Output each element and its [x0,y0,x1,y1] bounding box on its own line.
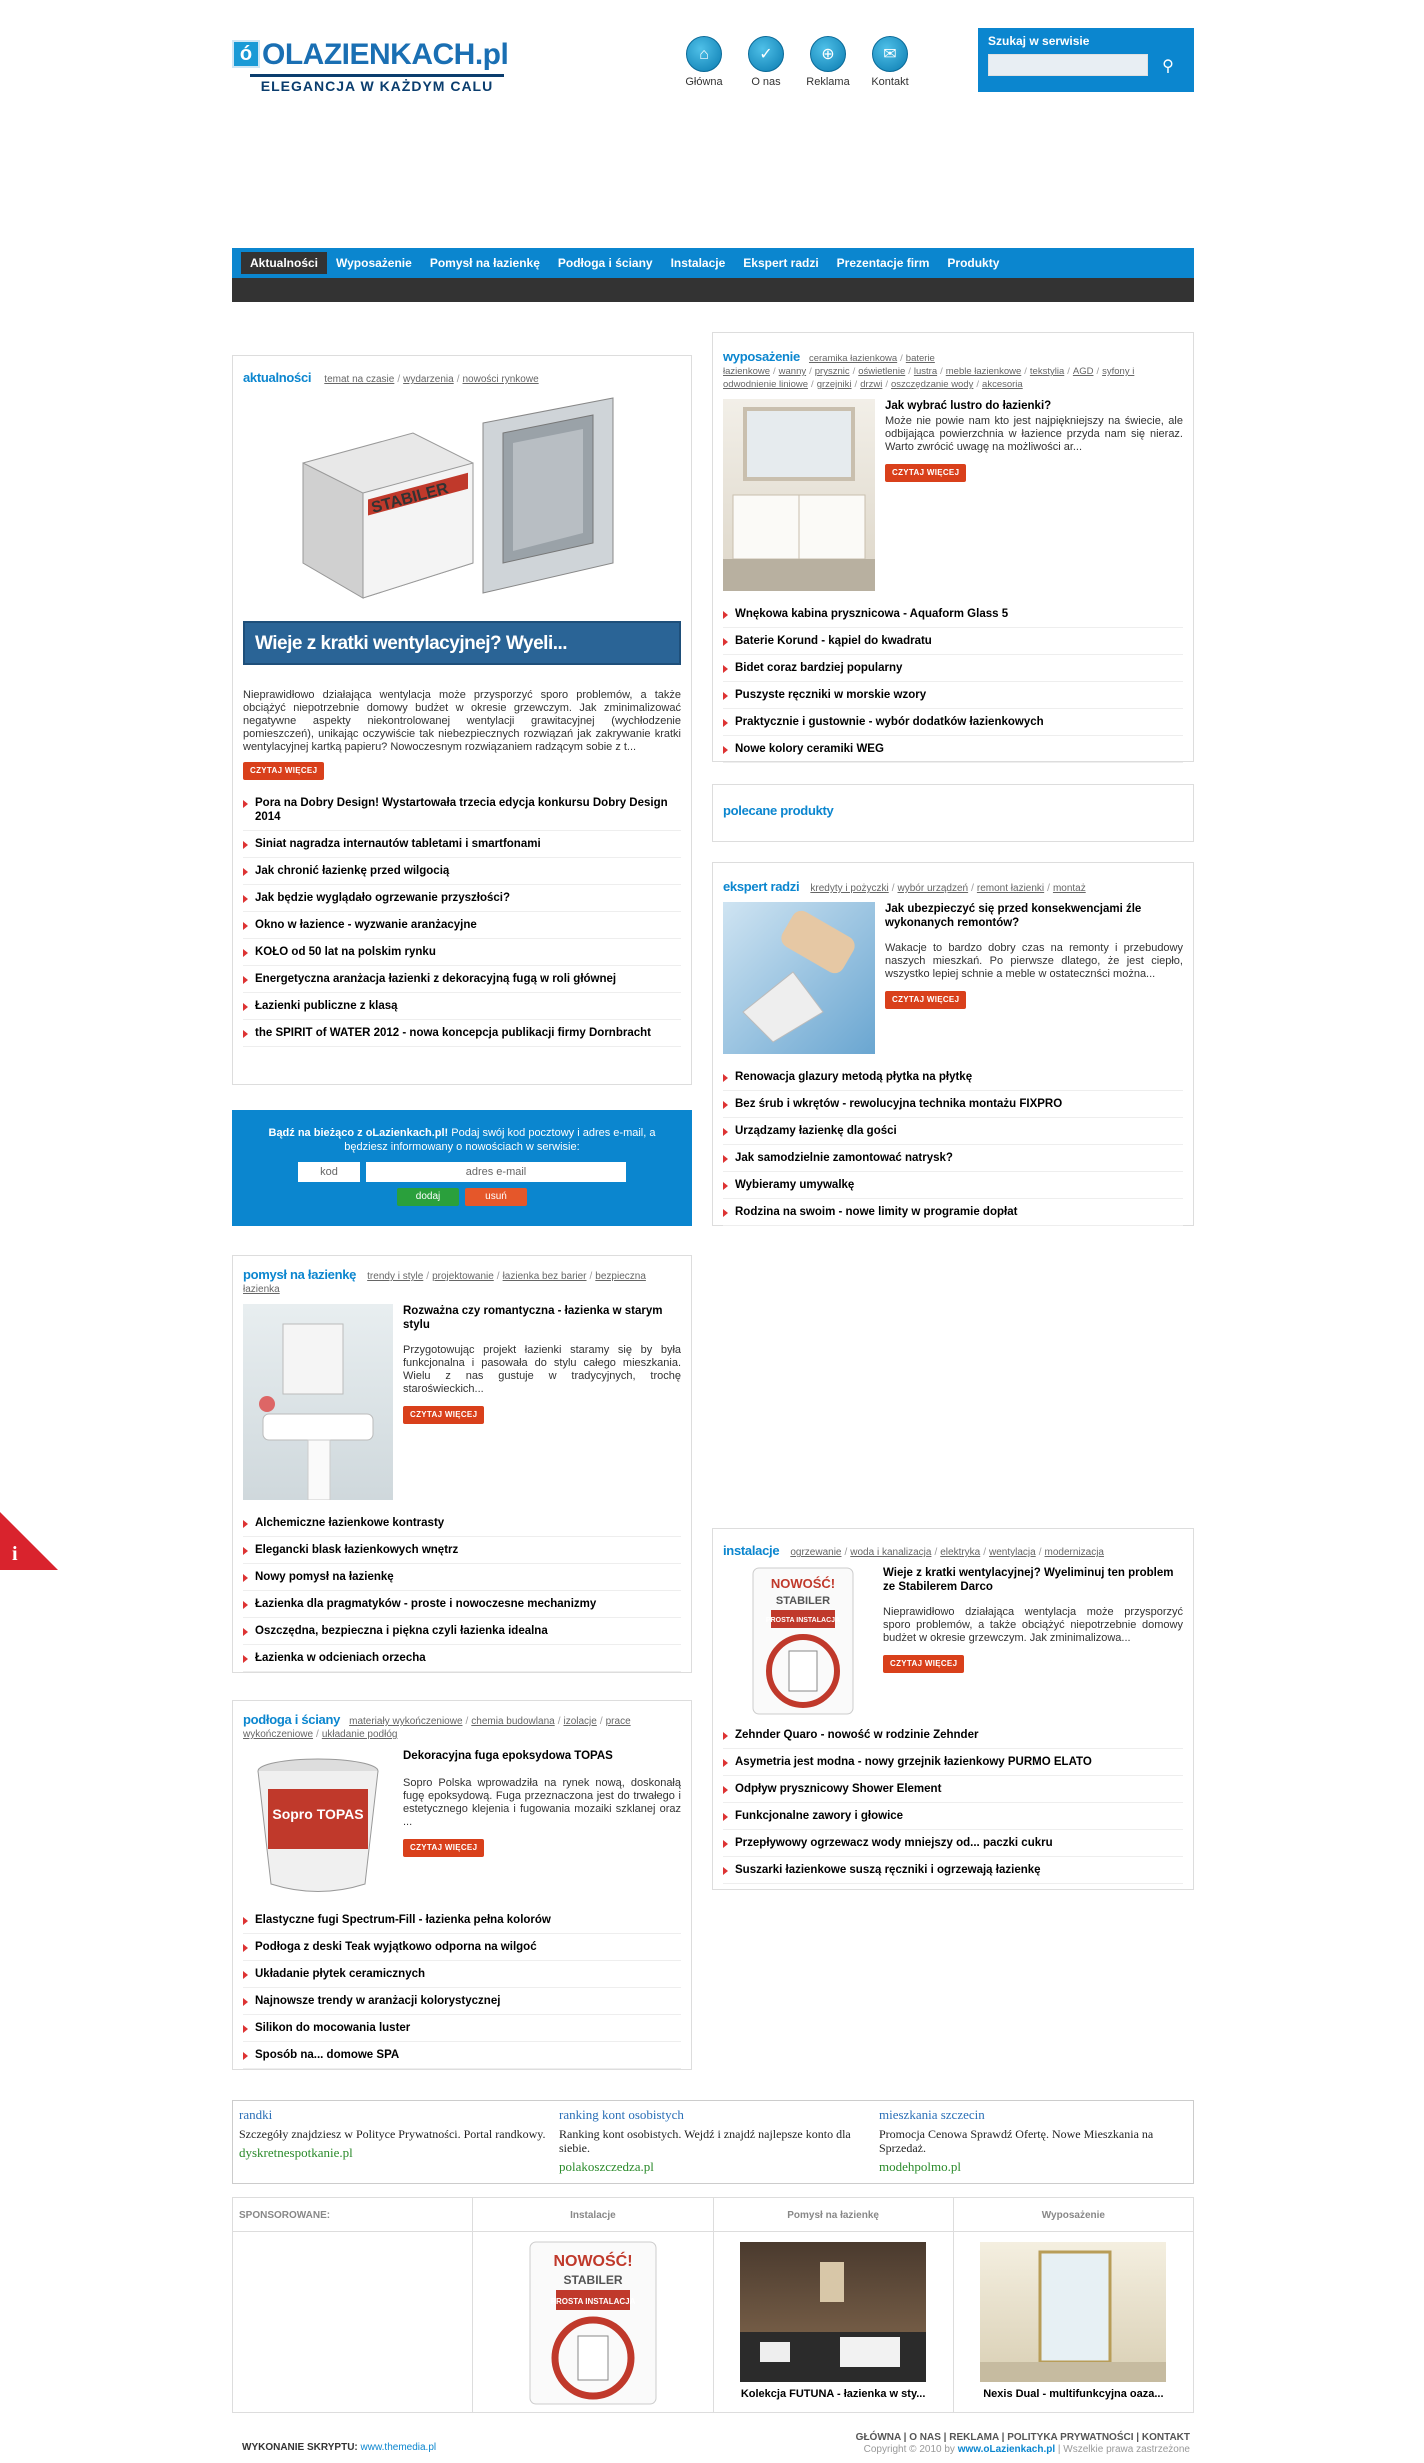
home-icon: ⌂ [686,36,722,72]
copyright: Copyright © 2010 by www.oLazienkach.pl | Wszelkie prawa zastrzeżone [863,2444,1190,2455]
ad-url[interactable]: polakoszczedza.pl [559,2159,654,2174]
stabiler-badge-image[interactable] [723,1566,873,1716]
sponsored-caption[interactable]: Kolekcja FUTUNA - łazienka w sty... [740,2388,926,2400]
footer-links [700,2432,1190,2456]
list-item[interactable]: Praktycznie i gustownie - wybór dodatków łazienkowych [723,709,1183,736]
tag-link[interactable]: trendy i style [367,1271,424,1282]
footer-nav[interactable]: GŁÓWNA | O NAS | REKLAMA | POLITYKA PRYWATNOŚCI | KONTAKT [855,2432,1190,2443]
search-icon[interactable]: ⚲ [1162,58,1174,75]
unsubscribe-button[interactable]: usuń [465,1188,527,1206]
tag-link[interactable]: materiały wykończeniowe [349,1716,463,1727]
podloga-title[interactable]: podłoga i ściany [243,1712,341,1727]
list-item[interactable]: Wnękowa kabina prysznicowa - Aquaform Glass 5 [723,601,1183,628]
nav-aktualnosci[interactable]: Aktualności [241,252,327,274]
nav-ekspert[interactable]: Ekspert radzi [743,256,819,270]
aktualnosci-tags: temat na czasie / wydarzenia / nowości rynkowe [324,374,539,385]
list-item[interactable]: Odpływ prysznicowy Shower Element [723,1776,1183,1803]
nav-prezentacje[interactable]: Prezentacje firm [836,256,930,270]
footer-credits [242,2442,436,2453]
list-item[interactable]: Łazienka dla pragmatyków - proste i nowoczesne mechanizmy [243,1591,681,1618]
pomysl-tags: trendy i style / projektowanie / łazienka bez barier / bezpieczna łazienka [243,1271,646,1295]
top-nav-label: O nas [751,76,781,88]
article-text: Wakacje to bardzo dobry czas na remonty i przebudowy naszych mieszkań. Po pierwsze dlatego, że jest ciepło, wszystko lepiej schnie a meble w ostatecznści można... [885,942,1183,980]
article-text: Sopro Polska wprowadziła na rynek nową, doskonałą fugę epoksydową. Fuga przeznaczona jest do trwałego i estetycznego klejenia i fugowania mozaiki szklanej oraz ... [403,1777,681,1828]
bathroom-sink-image[interactable] [243,1304,393,1500]
wyposazenie-tags: ceramika łazienkowa / baterie łazienkowe / wanny / prysznic / oświetlenie / lustra / meble łazienkowe / tekstylia / AGD / syfony i odwodnienie liniowe / grzejniki / drzwi / oszczędzanie wody / akcesoria [723,353,1135,390]
list-item[interactable]: Puszyste ręczniki w morskie wzory [723,682,1183,709]
wyposazenie-title[interactable]: wyposażenie [723,349,800,364]
vanity-illustration [723,399,875,591]
read-more-button[interactable]: CZYTAJ WIĘCEJ [243,762,324,780]
sopro-bucket-image[interactable] [243,1749,393,1899]
article-title[interactable]: Dekoracyjna fuga epoksydowa TOPAS [403,1750,613,1762]
info-icon [0,1512,58,1570]
stabiler-thumb[interactable] [526,2240,660,2406]
aktualnosci-box [232,355,692,1085]
top-nav-contact[interactable] [866,36,914,88]
tag-link[interactable]: meble łazienkowe [945,366,1022,377]
ad-item[interactable] [553,2101,873,2183]
list-item[interactable]: Oszczędna, bezpieczna i piękna czyli łazienka idealna [243,1618,681,1645]
list-item[interactable]: KOŁO od 50 lat na polskim rynku [243,939,681,966]
mirror-vanity-image[interactable] [723,399,875,591]
tag-link[interactable]: oświetlenie [858,366,906,377]
ekspert-list [723,1064,1183,1226]
sponsored-item[interactable] [473,2198,713,2412]
copyright-site-link[interactable]: www.oLazienkach.pl [957,2444,1056,2455]
contact-icon: ✉ [872,36,908,72]
tag-link[interactable]: chemia budowlana [471,1716,555,1727]
sponsored-item[interactable] [714,2198,954,2412]
bucket-illustration [243,1749,393,1899]
list-item[interactable]: Wybieramy umywalkę [723,1172,1183,1199]
list-item[interactable]: Silikon do mocowania luster [243,2015,681,2042]
nav-wyposazenie[interactable]: Wyposażenie [336,256,412,270]
newsletter-box [232,1110,692,1226]
check-icon: ✓ [748,36,784,72]
list-item[interactable]: Energetyczna aranżacja łazienki z dekoracyjną fugą w roli głównej [243,966,681,993]
list-item[interactable]: Bidet coraz bardziej popularny [723,655,1183,682]
newsletter-text: Bądź na bieżąco z oLazienkach.pl! Podaj swój kod pocztowy i adres e-mail, a będziesz informowany o nowościach w serwisie: [268,1127,656,1153]
article-text: Nieprawidłowo działająca wentylacja może przysporzyć sporo problemów, a także obciążyć niepotrzebnie domowy budżet w okresie grzewczym. Jak zminimalizowa... [883,1606,1183,1644]
search-input[interactable] [988,54,1148,76]
tag-link[interactable]: wanny [778,366,807,377]
bucket-label: Sopro TOPAS [272,1806,364,1822]
article-title[interactable]: Jak wybrać lustro do łazienki? [885,400,1052,412]
email-field[interactable]: adres e-mail [366,1162,626,1182]
sponsored-item[interactable] [954,2198,1193,2412]
tag-link[interactable]: montaż [1052,883,1086,894]
tag-link[interactable]: nowości rynkowe [462,374,539,385]
tag-link[interactable]: łazienka bez barier [502,1271,587,1282]
list-item[interactable]: Jak samodzielnie zamontować natrysk? [723,1145,1183,1172]
brush-illustration [723,902,875,1054]
polecane-title[interactable]: polecane produkty [723,803,834,818]
search-box [978,28,1194,92]
top-nav-label: Reklama [806,76,850,88]
ad-heading[interactable]: randki [239,2107,273,2122]
ad-url[interactable]: dyskretnespotkanie.pl [239,2145,353,2160]
list-item[interactable]: Elegancki blask łazienkowych wnętrz [243,1537,681,1564]
futuna-illustration [740,2242,926,2382]
ad-item[interactable] [233,2101,553,2183]
ad-item[interactable] [873,2101,1193,2183]
logo-mark-icon: ó [232,40,260,68]
ekspert-tags: kredyty i pożyczki / wybór urządzeń / remont łazienki / montaż [810,883,1086,894]
list-item[interactable]: Nowe kolory ceramiki WEG [723,736,1183,763]
stabiler-badge [723,1566,873,1716]
sponsored-heading[interactable]: Wyposażenie [954,2198,1193,2232]
article-text: Może nie powie nam kto jest najpiękniejszy na świecie, ale odbijająca powierzchnia w łazience przyda nam się nieraz. Warto zwrócić uwagę na możliwości ar... [885,415,1183,453]
tag-link[interactable]: grzejniki [816,379,852,390]
logo-tagline: ELEGANCJA W KAŻDYM CALU [250,74,504,94]
product-label: STABILER [369,480,451,517]
read-more-button[interactable]: CZYTAJ WIĘCEJ [403,1406,484,1424]
aktualnosci-list [243,790,681,1047]
ad-heading[interactable]: ranking kont osobistych [559,2107,684,2122]
tag-link[interactable]: drzwi [860,379,883,390]
badge-top: NOWOŚĆ! [770,1576,836,1591]
nav-podloga[interactable]: Podłoga i ściany [557,256,653,270]
logo-main: OLAZIENKACH [262,38,475,71]
badge-mid: STABILER [775,1595,831,1607]
tag-link[interactable]: oszczędzanie wody [891,379,974,390]
wyposazenie-box [712,332,1194,762]
list-item[interactable]: the SPIRIT of WATER 2012 - nowa koncepcja publikacji firmy Dornbracht [243,1020,681,1047]
feature-title: Wieje z kratki wentylacyjnej? Wyeli... [255,633,568,654]
list-item[interactable]: Przepływowy ogrzewacz wody mniejszy od... paczki cukru [723,1830,1183,1857]
tag-link[interactable]: bezpieczna łazienka [243,1271,646,1295]
list-item[interactable]: Okno w łazience - wyzwanie aranżacyjne [243,912,681,939]
list-item[interactable]: Alchemiczne łazienkowe kontrasty [243,1510,681,1537]
list-item[interactable]: Nowy pomysł na łazienkę [243,1564,681,1591]
tag-link[interactable]: akcesoria [982,379,1023,390]
sponsored-label-col [233,2198,473,2412]
top-nav-about[interactable] [742,36,790,88]
article-text: Przygotowując projekt łazienki staramy się by była funkcjonalna i pasowała do stylu całego mieszkania. Wielu z nas gustuje w tradycyjnych, trochę staroświeckich... [403,1344,681,1395]
read-more-button[interactable]: CZYTAJ WIĘCEJ [885,464,966,482]
tag-link[interactable]: wybór urządzeń [897,883,969,894]
tag-link[interactable]: elektryka [940,1547,981,1558]
pomysl-title[interactable]: pomysł na łazienkę [243,1267,357,1282]
info-tab[interactable] [0,1512,58,1570]
list-item[interactable]: Sposób na... domowe SPA [243,2042,681,2069]
site-logo[interactable] [232,38,507,98]
nav-pomysl[interactable]: Pomysł na łazienkę [429,256,540,270]
article-title[interactable]: Jak ubezpieczyć się przed konsekwencjami źle wykonanych remontów? [885,903,1142,929]
list-item[interactable]: Bez śrub i wkrętów - rewolucyjna technika montażu FIXPRO [723,1091,1183,1118]
svg-text:STABILER: STABILER [563,2273,623,2287]
list-item[interactable]: Jak chronić łazienkę przed wilgocią [243,858,681,885]
sub-nav-bar [232,278,1194,302]
list-item[interactable]: Suszarki łazienkowe suszą ręczniki i ogrzewają łazienkę [723,1857,1183,1884]
text-ads [232,2100,1194,2184]
ad-body: Szczegóły znajdziesz w Polityce Prywatności. Portal randkowy. [239,2127,546,2141]
nav-produkty[interactable]: Produkty [947,256,1000,270]
logo-tld: .pl [474,38,509,71]
top-nav-home[interactable] [680,36,728,88]
tag-link[interactable]: lustra [913,366,938,377]
read-more-button[interactable]: CZYTAJ WIĘCEJ [885,991,966,1009]
svg-text:PROSTA INSTALACJA: PROSTA INSTALACJA [550,2297,636,2306]
zip-code-field[interactable]: kod [298,1162,360,1182]
sponsored-caption[interactable]: Nexis Dual - multifunkcyjna oaza... [983,2388,1164,2400]
list-item[interactable]: Funkcjonalne zawory i głowice [723,1803,1183,1830]
ad-body: Promocja Cenowa Sprawdź Ofertę. Nowe Mieszkania na Sprzedaż. [879,2127,1154,2155]
logo-text [232,38,507,72]
tag-link[interactable]: prace wykończeniowe [243,1716,631,1740]
tag-link[interactable]: projektowanie [432,1271,494,1282]
tag-link[interactable]: tekstylia [1029,366,1065,377]
instalacje-list [723,1722,1183,1884]
tag-link[interactable]: ceramika łazienkowa [808,353,898,364]
list-item[interactable]: Rodzina na swoim - nowe limity w programie dopłat [723,1199,1183,1226]
list-item[interactable]: Podłoga z deski Teak wyjątkowo odporna na wilgoć [243,1934,681,1961]
top-nav-label: Główna [685,76,723,88]
list-item[interactable]: Urządzamy łazienkę dla gości [723,1118,1183,1145]
subscribe-button[interactable]: dodaj [397,1188,459,1206]
ekspert-title[interactable]: ekspert radzi [723,879,800,894]
instalacje-box [712,1528,1194,1890]
read-more-button[interactable]: CZYTAJ WIĘCEJ [403,1839,484,1857]
article-title[interactable]: Wieje z kratki wentylacyjnej? Wyeliminuj ten problem ze Stabilerem Darco [883,1567,1174,1593]
main-nav [232,248,1194,278]
ad-body: Ranking kont osobistych. Wejdź i znajdź najlepsze konto dla siebie. [559,2127,851,2155]
tag-link[interactable]: AGD [1072,366,1094,377]
tag-link[interactable]: prysznic [814,366,850,377]
nexis-illustration [980,2242,1166,2382]
made-by-label: WYKONANIE SKRYPTU: [242,2442,358,2453]
list-item[interactable]: Baterie Korund - kąpiel do kwadratu [723,628,1183,655]
list-item[interactable]: Zehnder Quaro - nowość w rodzinie Zehnder [723,1722,1183,1749]
sponsored-label: SPONSOROWANE: [233,2198,472,2232]
list-item[interactable]: Układanie płytek ceramicznych [243,1961,681,1988]
nexis-shower-image[interactable] [980,2242,1166,2382]
tag-link[interactable]: woda i kanalizacja [850,1547,932,1558]
ad-url[interactable]: modehpolmo.pl [879,2159,961,2174]
instalacje-title[interactable]: instalacje [723,1543,780,1558]
podloga-box [232,1700,692,2070]
globe-icon: ⊕ [810,36,846,72]
tag-link[interactable]: temat na czasie [324,374,395,385]
stabiler-product-image [243,393,683,613]
top-nav-label: Kontakt [871,76,909,88]
made-by-link[interactable]: www.themedia.pl [360,2442,437,2453]
tag-link[interactable]: wydarzenia [403,374,454,385]
article-title[interactable]: Rozważna czy romantyczna - łazienka w starym stylu [403,1305,663,1331]
read-more-button[interactable]: CZYTAJ WIĘCEJ [883,1655,964,1673]
stabiler-thumb-image [526,2240,660,2406]
polecane-box [712,784,1194,842]
list-item[interactable]: Łazienka w odcieniach orzecha [243,1645,681,1672]
list-item[interactable]: Łazienki publiczne z klasą [243,993,681,1020]
ekspert-box [712,862,1194,1226]
top-nav [680,36,914,88]
tag-link[interactable]: remont łazienki [976,883,1045,894]
nav-instalacje[interactable]: Instalacje [670,256,726,270]
sponsored-heading[interactable]: Pomysł na łazienkę [714,2198,953,2232]
wyposazenie-list [723,601,1183,763]
badge-bottom: PROSTA INSTALACJA [765,1617,841,1624]
feature-text: Nieprawidłowo działająca wentylacja może przysporzyć sporo problemów, a także obciążyć niepotrzebnie domowy budżet w okresie grzewczym. Jak zminimalizować negatywne aspekty niekontrolowanej wentylacji grawitacyjnej (wychłodzenie pomieszczeń), unikając oczywiście tak niebezpiecznych rozwiązań jak zakrywanie kratki wentylacyjnej kartką papieru? Nowoczesnym rozwiązaniem radzącym sobie z t... [243,689,681,753]
list-item[interactable]: Jak będzie wyglądało ogrzewanie przyszłości? [243,885,681,912]
tag-link[interactable]: układanie podłóg [321,1729,398,1740]
feature-title-bar[interactable] [243,621,681,665]
feature-image[interactable] [243,393,681,613]
tag-link[interactable]: modernizacja [1044,1547,1104,1558]
ad-heading[interactable]: mieszkania szczecin [879,2107,985,2122]
futuna-bathroom-image[interactable] [740,2242,926,2382]
pomysl-box [232,1255,692,1673]
tag-link[interactable]: izolacje [563,1716,597,1727]
podloga-list [243,1907,681,2069]
list-item[interactable]: Asymetria jest modna - nowy grzejnik łazienkowy PURMO ELATO [723,1749,1183,1776]
list-item[interactable]: Elastyczne fugi Spectrum-Fill - łazienka pełna kolorów [243,1907,681,1934]
sponsored-section [232,2197,1194,2413]
sink-illustration [243,1304,393,1500]
tag-link[interactable]: kredyty i pożyczki [810,883,889,894]
list-item[interactable]: Siniat nagradza internautów tabletami i smartfonami [243,831,681,858]
list-item[interactable]: Najnowsze trendy w aranżacji kolorystycznej [243,1988,681,2015]
top-nav-ads[interactable] [804,36,852,88]
tag-link[interactable]: ogrzewanie [790,1547,842,1558]
tag-link[interactable]: wentylacja [989,1547,1036,1558]
podloga-tags: materiały wykończeniowe / chemia budowlana / izolacje / prace wykończeniowe / układanie podłóg [243,1716,631,1740]
tag-link[interactable]: syfony i odwodnienie liniowe [723,366,1135,390]
list-item[interactable]: Pora na Dobry Design! Wystartowała trzecia edycja konkursu Dobry Design 2014 [243,790,681,831]
instalacje-tags: ogrzewanie / woda i kanalizacja / elektryka / wentylacja / modernizacja [790,1547,1104,1558]
sponsored-heading[interactable]: Instalacje [473,2198,712,2232]
pomysl-list [243,1510,681,1672]
svg-text:i: i [12,1543,18,1565]
search-label: Szukaj w serwisie [988,34,1090,48]
aktualnosci-title[interactable]: aktualności [243,370,312,385]
list-item[interactable]: Renowacja glazury metodą płytka na płytkę [723,1064,1183,1091]
svg-text:NOWOŚĆ!: NOWOŚĆ! [553,2253,633,2270]
paintbrush-image[interactable] [723,902,875,1054]
tag-link[interactable]: baterie łazienkowe [723,353,935,377]
